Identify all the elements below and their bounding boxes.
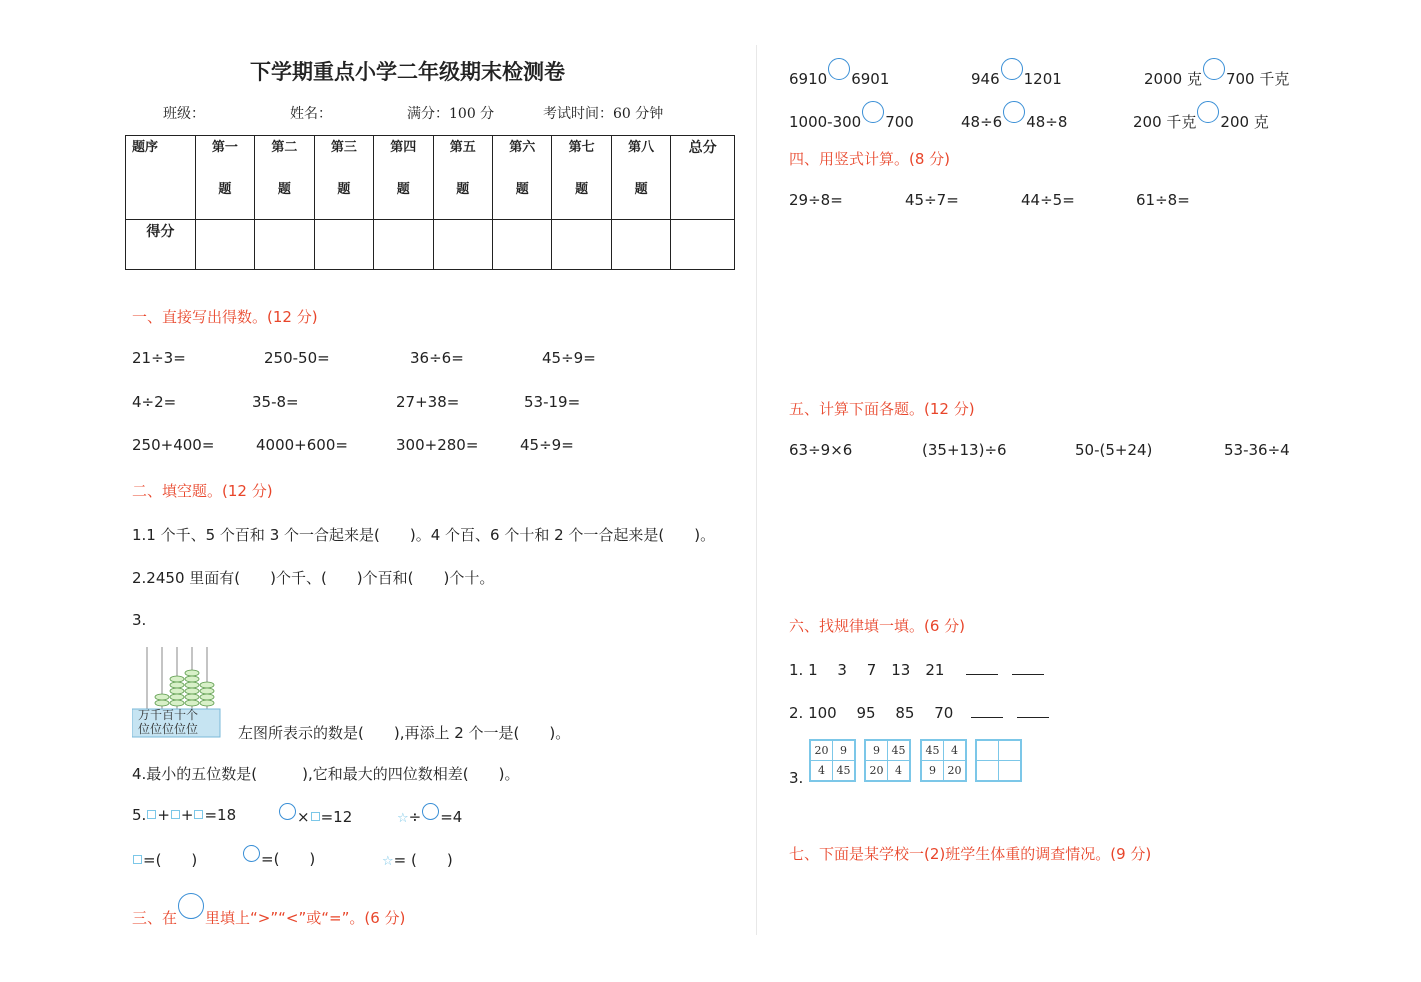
score-col-2: 第二 题	[255, 136, 314, 220]
abacus-label-top: 万千百十个	[138, 708, 199, 722]
pattern-grid: 45 4 9 20	[920, 739, 967, 782]
full-score: 满分：100 分	[407, 106, 495, 122]
abacus-label-bottom: 位位位位位	[138, 722, 199, 736]
s1-item: 21÷3=	[132, 349, 186, 367]
s2-q5-eq3: ☆÷ =4	[397, 803, 462, 826]
s5-item: 50-(5+24)	[1075, 441, 1153, 459]
section6-heading: 六、找规律填一填。(6 分)	[789, 617, 966, 635]
score-total: 总分	[671, 136, 735, 220]
s3-compare-6: 200 千克 200 克	[1133, 101, 1269, 132]
circle-icon	[862, 101, 884, 123]
s4-item: 45÷7=	[905, 191, 959, 209]
section4-heading: 四、用竖式计算。(8 分)	[789, 150, 951, 168]
section7-heading: 七、下面是某学校一(2)班学生体重的调查情况。(9 分)	[789, 845, 1152, 863]
s1-item: 4000+600=	[256, 436, 348, 454]
score-col-6: 第六 题	[492, 136, 551, 220]
pattern-grid: 9 45 20 4	[864, 739, 911, 782]
s5-item: 63÷9×6	[789, 441, 853, 459]
s6-q1: 1. 1 3 7 13 21	[789, 659, 1044, 680]
s4-item: 29÷8=	[789, 191, 843, 209]
square-icon	[147, 810, 156, 819]
circle-icon	[1001, 58, 1023, 80]
star-icon: ☆	[382, 854, 394, 869]
s2-q3-number: 3.	[132, 611, 147, 629]
s2-q5-eq2: × =12	[278, 803, 352, 826]
score-col-8: 第八 题	[611, 136, 670, 220]
s2-answer-star: ☆= ( )	[382, 851, 453, 869]
score-cell[interactable]	[552, 220, 611, 270]
section3-heading: 三、在 里填上“>”“<”或“=”。(6 分)	[132, 893, 405, 928]
square-icon	[194, 810, 203, 819]
s2-q2: 2.2450 里面有( )个千、( )个百和( )个十。	[132, 569, 495, 587]
s1-item: 250-50=	[264, 349, 330, 367]
circle-icon	[178, 893, 204, 919]
page-title: 下学期重点小学二年级期末检测卷	[250, 59, 565, 84]
s1-item: 300+280=	[396, 436, 479, 454]
s5-item: (35+13)÷6	[922, 441, 1007, 459]
s1-item: 45÷9=	[520, 436, 574, 454]
answer-blank[interactable]	[1012, 662, 1044, 675]
square-icon	[171, 810, 180, 819]
s3-compare-2: 946 1201	[971, 58, 1062, 88]
score-col-3: 第三 题	[314, 136, 373, 220]
score-cell[interactable]	[195, 220, 254, 270]
section5-heading: 五、计算下面各题。(12 分)	[789, 400, 975, 418]
score-col-7: 第七 题	[552, 136, 611, 220]
section1-heading: 一、直接写出得数。(12 分)	[132, 308, 318, 326]
pattern-grid-empty[interactable]	[975, 739, 1022, 782]
s2-answer-circle: =( )	[242, 845, 315, 869]
score-col-1: 第一 题	[195, 136, 254, 220]
answer-blank[interactable]	[971, 705, 1003, 718]
star-icon: ☆	[397, 811, 409, 826]
s6-q3-number: 3.	[789, 769, 804, 787]
score-table	[125, 135, 735, 270]
column-divider	[756, 45, 757, 935]
s1-item: 4÷2=	[132, 393, 177, 411]
score-cell[interactable]	[492, 220, 551, 270]
s2-q4: 4.最小的五位数是( ),它和最大的四位数相差( )。	[132, 765, 520, 783]
name-label: 姓名：	[290, 106, 332, 122]
s4-item: 44÷5=	[1021, 191, 1075, 209]
score-cell[interactable]	[374, 220, 433, 270]
s1-item: 36÷6=	[410, 349, 464, 367]
score-cell[interactable]	[611, 220, 670, 270]
s3-compare-1: 6910 6901	[789, 58, 889, 88]
circle-icon	[1003, 101, 1025, 123]
score-row2-label: 得分	[126, 220, 196, 270]
score-cell[interactable]	[671, 220, 735, 270]
s3-compare-4: 1000-300 700	[789, 101, 914, 131]
s1-item: 27+38=	[396, 393, 460, 411]
s6-q2: 2. 100 95 85 70	[789, 702, 1049, 723]
square-icon	[311, 812, 320, 821]
score-row1-label: 题序	[126, 136, 196, 220]
circle-icon	[828, 58, 850, 80]
circle-icon	[422, 803, 439, 820]
s2-q1: 1.1 个千、5 个百和 3 个一合起来是( )。4 个百、6 个十和 2 个一合起来是( )。	[132, 526, 716, 544]
s3-compare-3: 2000 克 700 千克	[1144, 58, 1289, 89]
score-cell[interactable]	[255, 220, 314, 270]
score-cell[interactable]	[314, 220, 373, 270]
answer-blank[interactable]	[966, 662, 998, 675]
s2-q5-eq1: 5. + + =18	[132, 806, 237, 824]
s2-answer-square: =( )	[132, 849, 197, 870]
s4-item: 61÷8=	[1136, 191, 1190, 209]
s1-item: 250+400=	[132, 436, 215, 454]
circle-icon	[243, 845, 260, 862]
s2-q3-text: 左图所表示的数是( ),再添上 2 个一是( )。	[238, 724, 571, 742]
class-label: 班级：	[163, 106, 205, 122]
score-cell[interactable]	[433, 220, 492, 270]
s1-item: 53-19=	[524, 393, 581, 411]
pattern-grid: 20 9 4 45	[809, 739, 856, 782]
s3-compare-5: 48÷6 48÷8	[961, 101, 1067, 131]
s1-item: 35-8=	[252, 393, 299, 411]
s1-item: 45÷9=	[542, 349, 596, 367]
circle-icon	[1203, 58, 1225, 80]
answer-blank[interactable]	[1017, 705, 1049, 718]
circle-icon	[1197, 101, 1219, 123]
score-col-5: 第五 题	[433, 136, 492, 220]
circle-icon	[279, 803, 296, 820]
abacus-image	[132, 643, 222, 738]
score-col-4: 第四 题	[374, 136, 433, 220]
square-icon	[133, 855, 142, 864]
exam-time: 考试时间：60 分钟	[543, 106, 664, 122]
section2-heading: 二、填空题。(12 分)	[132, 482, 273, 500]
s5-item: 53-36÷4	[1224, 441, 1290, 459]
